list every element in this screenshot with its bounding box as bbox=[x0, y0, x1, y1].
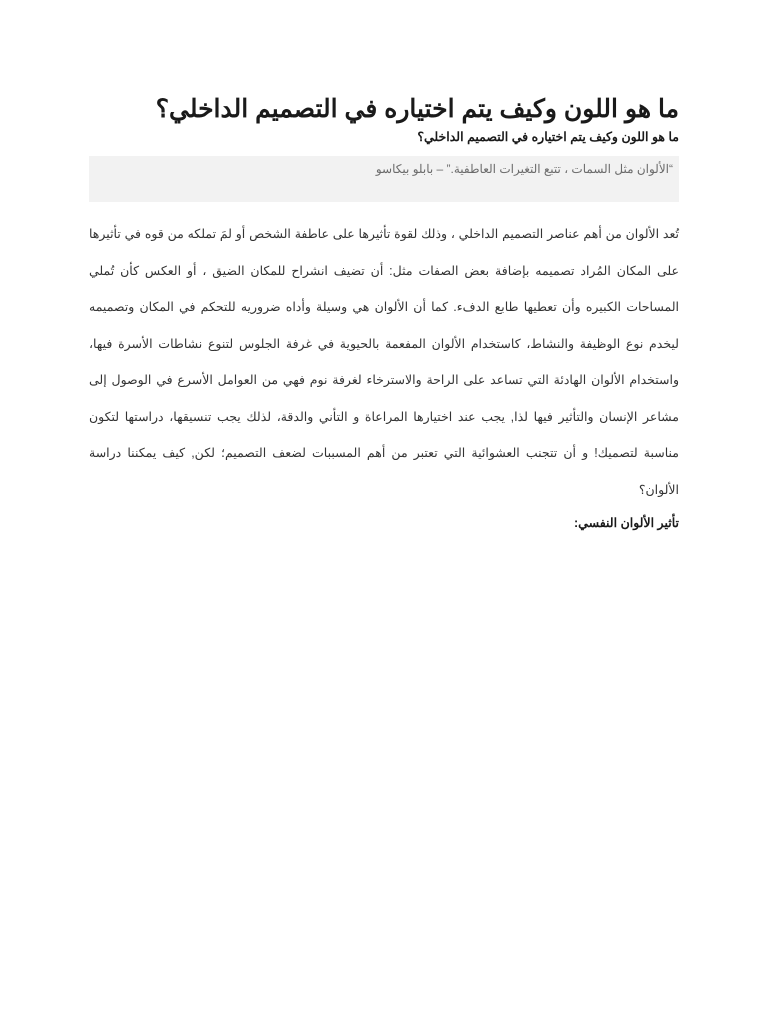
section-heading: تأثير الألوان النفسي: bbox=[573, 516, 679, 530]
page-title: ما هو اللون وكيف يتم اختياره في التصميم الداخلي؟ bbox=[155, 95, 679, 123]
quote-block bbox=[89, 156, 679, 202]
article-content bbox=[89, 92, 679, 532]
page-subtitle: ما هو اللون وكيف يتم اختياره في التصميم الداخلي؟ bbox=[417, 130, 679, 144]
body-paragraph-container bbox=[89, 216, 679, 508]
quote-text: “الألوان مثل السمات ، تتبع التغيرات العاطفية.” – بابلو بيكاسو bbox=[375, 162, 673, 176]
body-paragraph: تُعد الألوان من أهم عناصر التصميم الداخلي ، وذلك لقوة تأثيرها على عاطفة الشخص أو لمَ تملكه من قوه في تأثيرها على المكان المُراد تصميمه بإضافة بعض الصفات مثل: أن تضيف انشراح للمكان الضيق ، أو العكس كأن تُملي المساحات الكبيره وأن تعطيها طابع الدفء. كما أن الألوان هي وسيلة وأداه ضروريه للتحكم في المكان وتصميمه ليخدم نوع الوظيفة والنشاط، كاستخدام الألوان المفعمة بالحيوية في غرفة الجلوس لتنوع نشاطات الأسرة فيها، واستخدام الألوان الهادئة التي تساعد على الراحة والاسترخاء لغرفة نوم فهي من العوامل الأسرع في الوصول إلى مشاعر الإنسان والتأثير فيها لذا, يجب عند اختيارها المراعاة و التأني والدقة، لذلك يجب تنسيقها، دراستها لتكون مناسبة لتصميك! و أن تتجنب العشوائية التي تعتبر من أهم المسببات لضعف التصميم؛ لكن, كيف يمكننا دراسة الألوان؟ bbox=[89, 227, 679, 497]
